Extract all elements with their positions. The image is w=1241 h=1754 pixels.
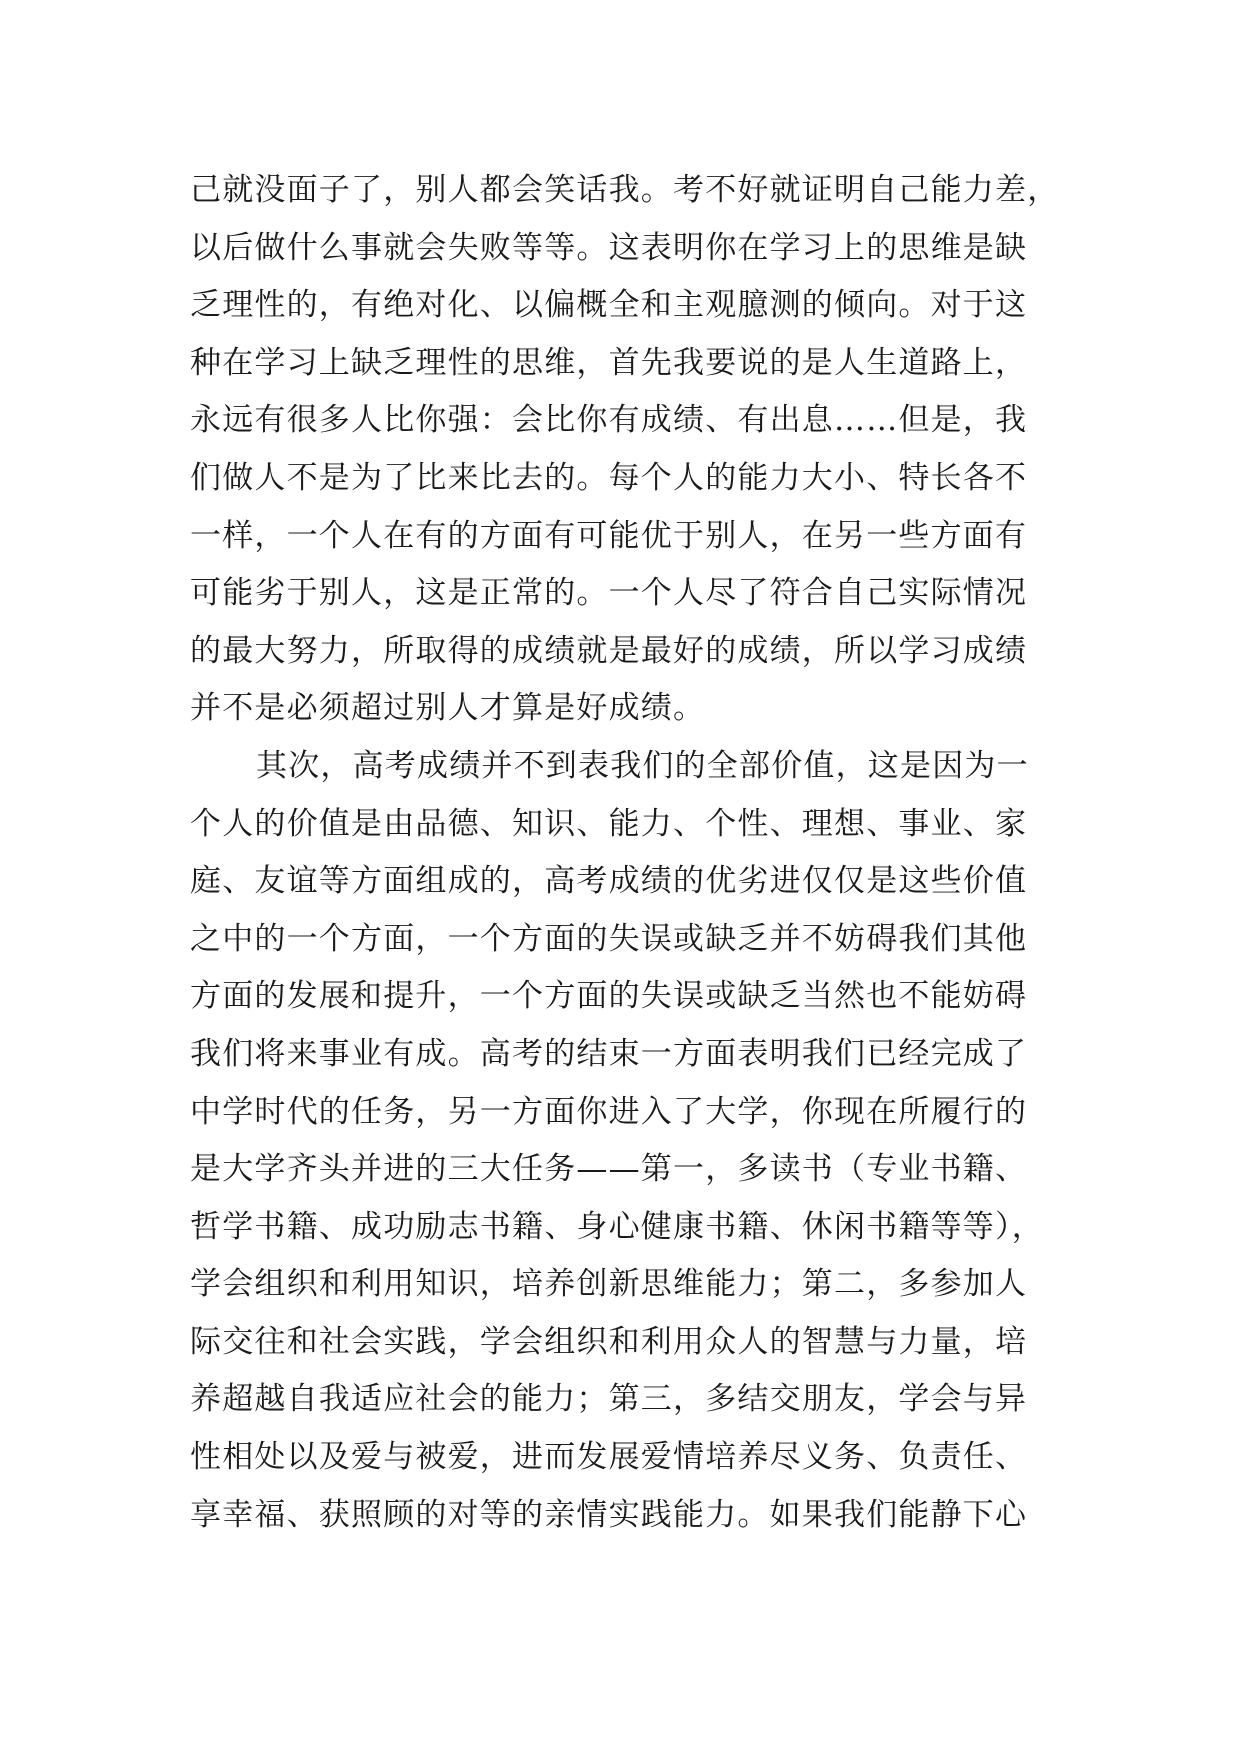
text-line: 们做人不是为了比来比去的。每个人的能力大小、特长各不 [190,459,1028,496]
text-line: 际交往和社会实践，学会组织和利用众人的智慧与力量，培 [190,1323,1028,1360]
text-line: 养超越自我适应社会的能力；第三，多结交朋友，学会与异 [190,1381,1028,1418]
text-line: 享幸福、获照顾的对等的亲情实践能力。如果我们能静下心 [190,1496,1028,1533]
text-line: 学会组织和利用知识，培养创新思维能力；第二，多参加人 [190,1266,1028,1303]
text-line: 性相处以及爱与被爱，进而发展爱情培养尽义务、负责任、 [190,1439,1028,1476]
paragraph-1 [190,162,1060,738]
text-line: 哲学书籍、成功励志书籍、身心健康书籍、休闲书籍等等）， [190,1208,1044,1245]
text-line: 乏理性的，有绝对化、以偏概全和主观臆测的倾向。对于这 [190,287,1028,324]
text-line: 我们将来事业有成。高考的结束一方面表明我们已经完成了 [190,1035,1028,1072]
body-text [190,162,1060,1544]
text-line: 一样，一个人在有的方面有可能优于别人，在另一些方面有 [190,517,1028,554]
text-line: 中学时代的任务，另一方面你进入了大学，你现在所履行的 [190,1093,1028,1130]
text-line: 之中的一个方面，一个方面的失误或缺乏并不妨碍我们其他 [190,920,1028,957]
paragraph-2 [190,738,1060,1544]
text-line: 己就没面子了，别人都会笑话我。考不好就证明自己能力差， [190,172,1060,208]
text-line: 其次，高考成绩并不到表我们的全部价值，这是因为一 [256,747,1029,784]
text-line: 是大学齐头并进的三大任务——第一，多读书（专业书籍、 [190,1151,1028,1188]
text-line: 方面的发展和提升，一个方面的失误或缺乏当然也不能妨碍 [190,978,1028,1015]
text-line: 可能劣于别人，这是正常的。一个人尽了符合自己实际情况 [190,575,1028,612]
text-line: 庭、友谊等方面组成的，高考成绩的优劣进仅仅是这些价值 [190,863,1028,900]
text-line: 并不是必须超过别人才算是好成绩。 [190,690,706,727]
text-line: 以后做什么事就会失败等等。这表明你在学习上的思维是缺 [190,229,1028,266]
text-line: 的最大努力，所取得的成绩就是最好的成绩，所以学习成绩 [190,632,1028,669]
text-line: 个人的价值是由品德、知识、能力、个性、理想、事业、家 [190,805,1028,842]
text-line: 永远有很多人比你强：会比你有成绩、有出息……但是，我 [190,402,1028,439]
text-line: 种在学习上缺乏理性的思维，首先我要说的是人生道路上， [190,344,1028,381]
